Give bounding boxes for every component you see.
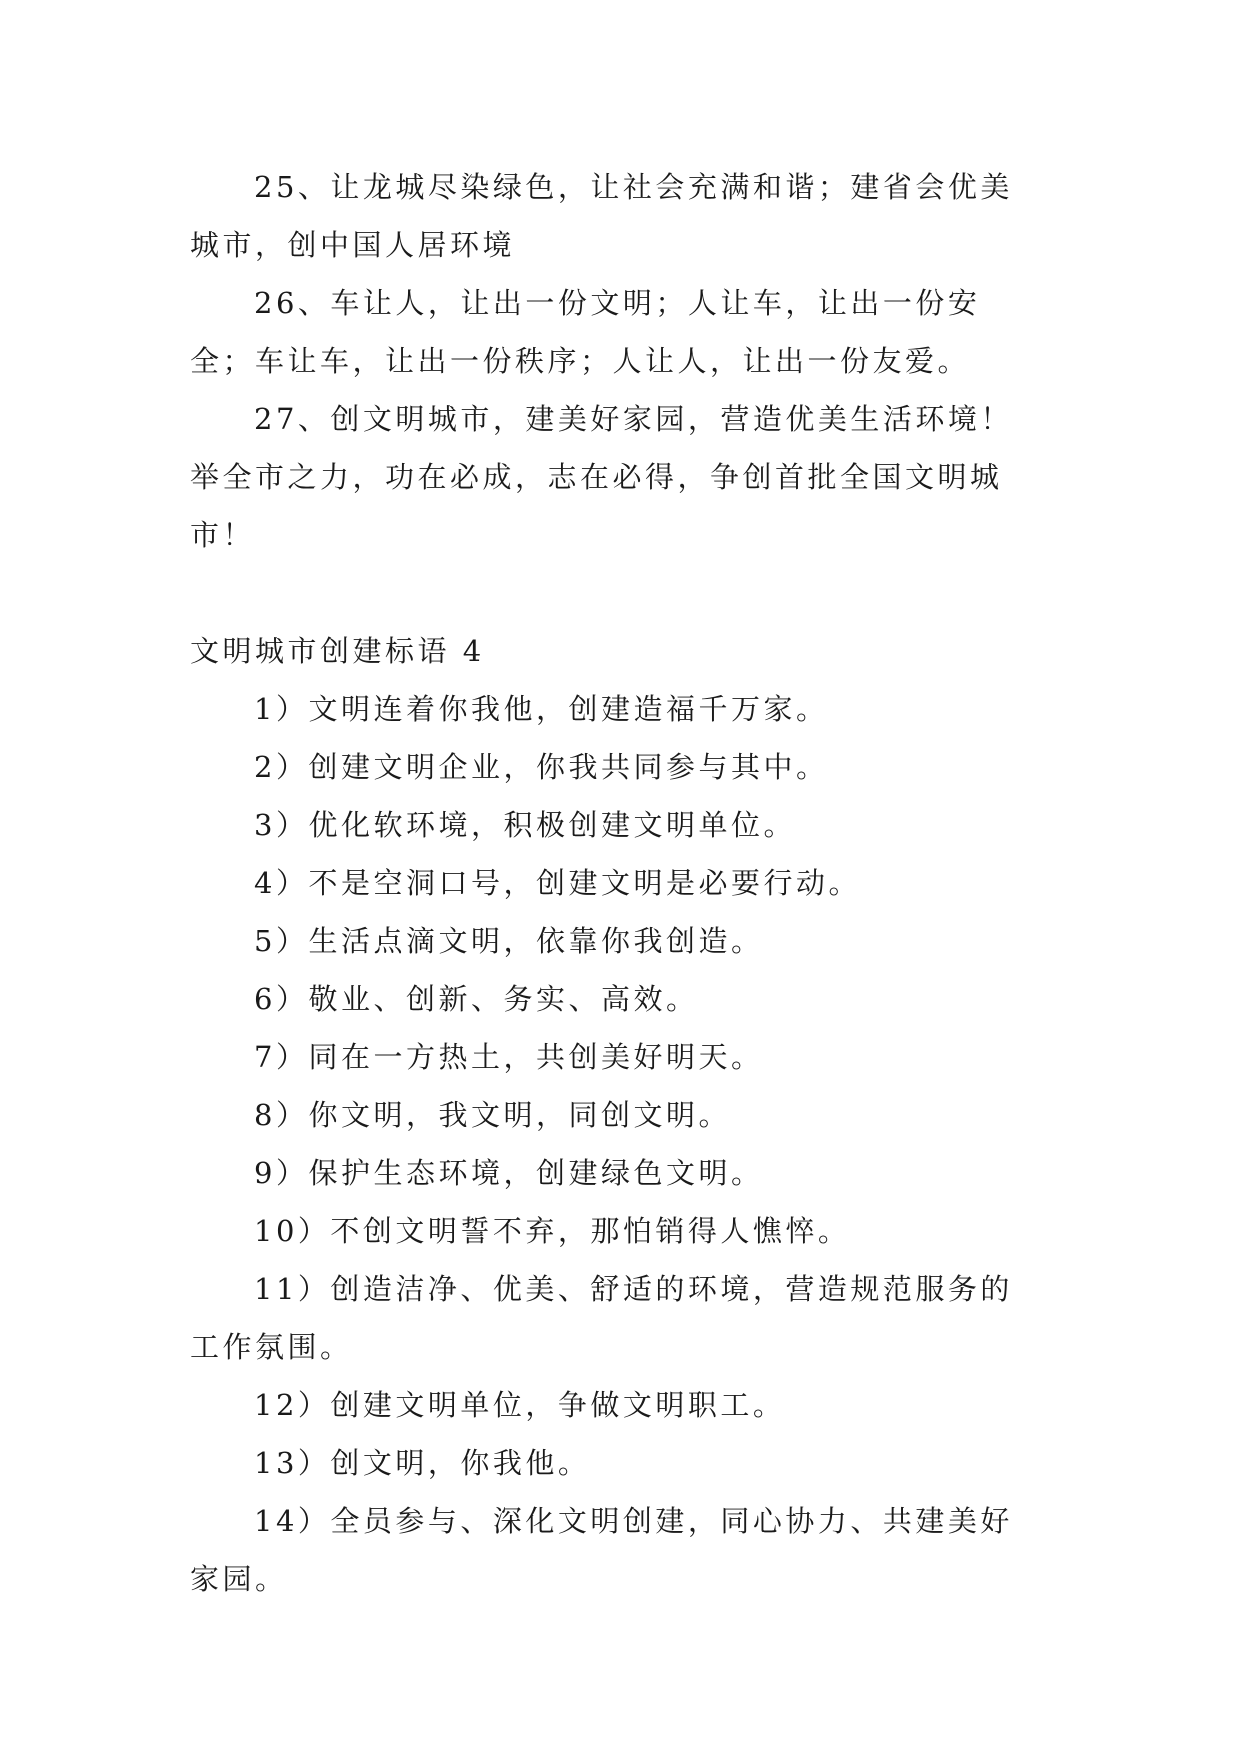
- section-heading: 文明城市创建标语 4: [190, 634, 485, 668]
- slogan-item: 13）创文明，你我他。: [254, 1446, 591, 1480]
- paragraph-27: 27、创文明城市，建美好家园，营造优美生活环境！举全市之力，功在必成，志在必得，争创首批全国文明城市！: [190, 402, 1013, 552]
- paragraph-25: 25、让龙城尽染绿色，让社会充满和谐；建省会优美城市，创中国人居环境: [190, 170, 1013, 262]
- slogan-item: 5）生活点滴文明，依靠你我创造。: [254, 924, 764, 958]
- slogan-item: 1）文明连着你我他，创建造福千万家。: [254, 692, 829, 726]
- slogan-item: 9）保护生态环境，创建绿色文明。: [254, 1156, 764, 1190]
- slogan-item: 4）不是空洞口号，创建文明是必要行动。: [254, 866, 861, 900]
- slogan-item: 10）不创文明誓不弃，那怕销得人憔悴。: [254, 1214, 851, 1248]
- paragraph-26: 26、车让人，让出一份文明；人让车，让出一份安全；车让车，让出一份秩序；人让人，让出一份友爱。: [190, 286, 981, 378]
- slogan-item: 12）创建文明单位，争做文明职工。: [254, 1388, 786, 1422]
- slogan-item: 11）创造洁净、优美、舒适的环境，营造规范服务的工作氛围。: [190, 1272, 1013, 1364]
- slogan-item: 3）优化软环境，积极创建文明单位。: [254, 808, 796, 842]
- document-body: [190, 158, 1045, 1608]
- slogan-item: 7）同在一方热土，共创美好明天。: [254, 1040, 764, 1074]
- slogan-item: 14）全员参与、深化文明创建，同心协力、共建美好家园。: [190, 1504, 1013, 1596]
- slogan-item: 8）你文明，我文明，同创文明。: [254, 1098, 731, 1132]
- slogan-item: 6）敬业、创新、务实、高效。: [254, 982, 699, 1016]
- slogan-item: 2）创建文明企业，你我共同参与其中。: [254, 750, 829, 784]
